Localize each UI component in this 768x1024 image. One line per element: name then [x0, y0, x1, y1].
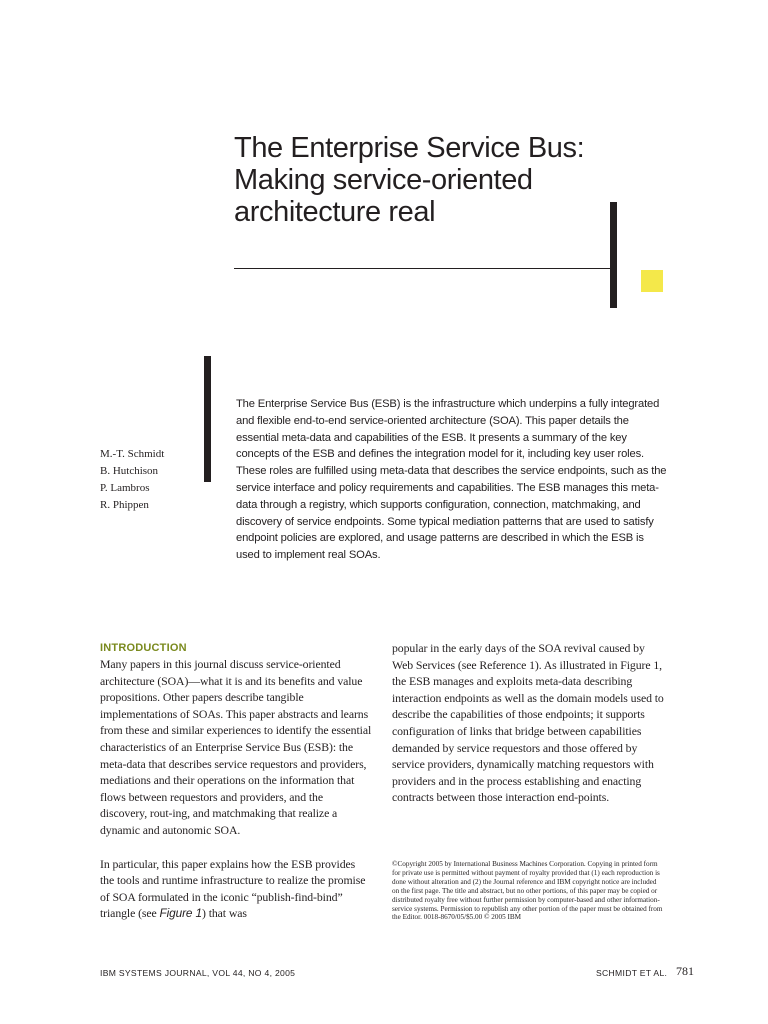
title-rule	[234, 268, 611, 269]
body-column-right	[392, 640, 664, 806]
title-line-1: The Enterprise Service Bus:	[234, 132, 585, 164]
paragraph-text: In particular, this paper explains how the ESB provides the tools and runtime infrastructure to realize the promise of SOA formulated in the iconic “publish-find-bind” triangle (see	[100, 856, 366, 921]
paper-title	[234, 132, 634, 228]
author-name: P. Lambros	[100, 482, 150, 494]
figure-reference: Figure 1	[159, 906, 203, 921]
abstract: The Enterprise Service Bus (ESB) is the infrastructure which underpins a fully integrated and flexible end-to-end service-oriented architecture (SOA). This paper details the essential meta-data and capabilities of the ESB. It presents a summary of the key concepts of the ESB and defines the integration model for it, including key user roles. These roles are fulfilled using meta-data that describes the service endpoints, such as the service interface and policy requirements and capabilities. The ESB manages this meta-data through a registry, which supports configuration, connection, matchmaking, and discovery of service endpoints. Some typical mediation patterns that are used to satisfy endpoint policies are explored, and usage patterns are described in which the ESB is used to implement real SOAs.	[236, 398, 667, 562]
body-paragraph	[100, 856, 372, 922]
title-line-3: architecture real	[234, 196, 436, 228]
author-name: R. Phippen	[100, 499, 149, 511]
section-heading: INTRODUCTION	[100, 642, 187, 654]
journal-footer: IBM SYSTEMS JOURNAL, VOL 44, NO 4, 2005	[100, 968, 296, 978]
title-vertical-bar	[610, 202, 617, 308]
yellow-square-ornament	[641, 270, 663, 292]
body-paragraph: Many papers in this journal discuss service-oriented architecture (SOA)—what it is and its benefits and value propositions. Other papers describe tangible implementations of SOAs. This paper abstracts and learns from these and similar experiences to identify the essential characteristics of an Enterprise Service Bus (ESB): the meta-data that describes service requestors and providers, mediations and their operations on the information that flows between requestors and providers, and the discovery, rout-ing, and matchmaking that realize a dynamic and autonomic SOA.	[100, 657, 372, 837]
running-head: SCHMIDT ET AL.	[596, 968, 668, 978]
author-name: M.-T. Schmidt	[100, 448, 165, 460]
paragraph-text: ) that was	[202, 906, 247, 921]
author-name: B. Hutchison	[100, 465, 159, 477]
page-number: 781	[676, 964, 694, 978]
body-column-left	[100, 640, 372, 922]
title-line-2: Making service-oriented	[234, 164, 533, 196]
copyright-notice: ©Copyright 2005 by International Business Machines Corporation. Copying in printed form for private use is permitted without payment of royalty provided that (1) each reproduction is done without alteration and (2) the Journal reference and IBM copyright notice are included on the first page. The title and abstract, but no other portions, of this paper may be copied or distributed royalty free without further permission by computer-based and other information-service systems. Permission to republish any other portion of the paper must be obtained from the Editor. 0018-8670/05/$5.00 © 2005 IBM	[392, 860, 663, 922]
body-paragraph: popular in the early days of the SOA revival caused by Web Services (see Reference 1). As illustrated in Figure 1, the ESB manages and exploits meta-data describing interaction endpoints as well as the domain models used to describe the capabilities of those endpoints; it supports configuration of links that bridge between capabilities demanded by service requestors and those offered by service providers, dynamically matching requestors with providers and in the process establishing and enacting contracts between those interaction end-points.	[392, 641, 664, 805]
author-list	[100, 446, 220, 514]
